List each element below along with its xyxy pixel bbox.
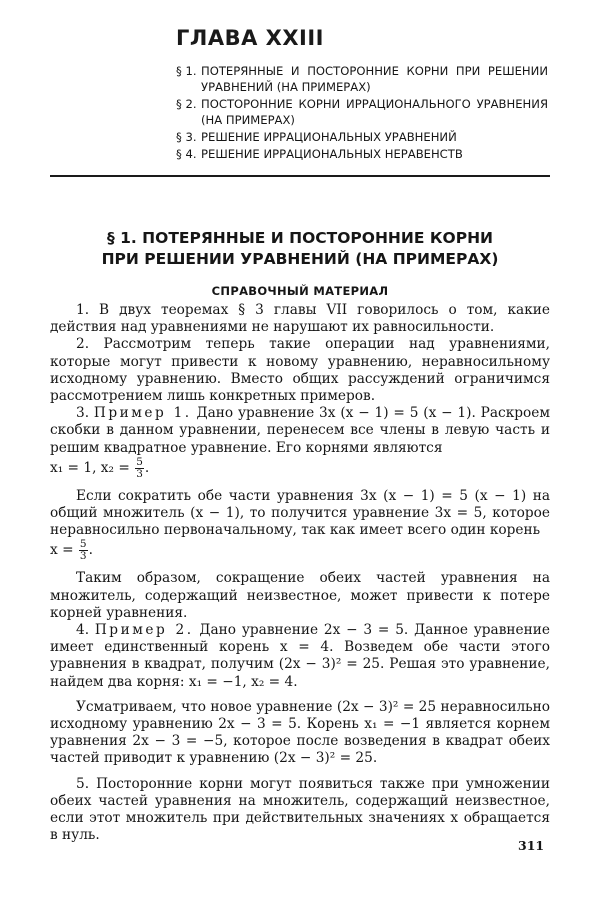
fraction-denominator: 3 [79,550,87,563]
body-text [50,302,550,844]
fraction-numerator: 5 [79,538,87,551]
toc-item-label: РЕШЕНИЕ ИРРАЦИОНАЛЬНЫХ НЕРАВЕНСТВ [201,147,463,161]
subheading: СПРАВОЧНЫЙ МАТЕРИАЛ [211,284,389,298]
example-label: Пример 2. [94,622,194,639]
roots-text: x₁ = 1, x₂ = [50,459,130,476]
roots-line: x₁ = 1, x₂ = $\frac{5}{3}$ . [50,455,150,480]
toc-item-label: ПОТЕРЯННЫЕ И ПОСТОРОННИЕ КОРНИ ПРИ РЕШЕНИИ УРАВНЕНИЙ (НА ПРИМЕРАХ) [201,64,548,94]
toc-item-number: § 2. [176,97,197,111]
paragraph-2: 2. Рассмотрим теперь такие операции над уравнениями, которые могут привести к новому уравнению, неравносильному исходному уравнению. Вместо общих рассуждений ограничимся рассмотрением лишь конкретных примеров. [50,336,550,405]
toc-item-label: ПОСТОРОННИЕ КОРНИ ИРРАЦИОНАЛЬНОГО УРАВНЕНИЯ (НА ПРИМЕРАХ) [201,97,548,127]
paragraph-1: 1. В двух теоремах § 3 главы VII говорилось о том, какие действия над уравнениями не нарушают их равносильности. [50,302,550,336]
table-of-contents [176,63,548,163]
toc-item [176,63,548,95]
toc-item [176,129,548,145]
single-root-text: x = [50,542,74,559]
paragraph-6-text: Дано уравнение 2x − 3 = 5. Данное уравнение имеет единственный корень x = 4. Возведем обе части этого уравнения в квадрат, получим (2x − 3)² = 25. Решая это уравнение, найдем два корня: x₁ = −1, x₂ = 4. [50,622,550,690]
toc-item-label: РЕШЕНИЕ ИРРАЦИОНАЛЬНЫХ УРАВНЕНИЙ [201,130,457,144]
fraction-five-thirds [79,539,88,562]
item-number: 3. [76,405,90,422]
paragraph-8: 5. Посторонние корни могут появиться также при умножении обеих частей уравнения на множитель, содержащий неизвестное, если этот множитель при действительных значениях x обращается в нуль. [50,775,550,844]
paragraph-6 [50,622,550,691]
section-title-line-2: ПРИ РЕШЕНИИ УРАВНЕНИЙ (НА ПРИМЕРАХ) [101,250,499,268]
divider-rule [50,175,550,177]
paragraph-3 [50,405,550,457]
toc-item-number: § 4. [176,147,197,161]
chapter-title: ГЛАВА XXIII [176,26,324,50]
page-number: 311 [518,838,545,853]
toc-item-number: § 3. [176,130,197,144]
toc-item [176,146,548,162]
paragraph-5: Таким образом, сокращение обеих частей уравнения на множитель, содержащий неизвестное, может привести к потере корней уравнения. [50,570,550,621]
section-title [50,228,550,270]
toc-item-number: § 1. [176,64,197,78]
single-root-line: x = $\frac{5}{3}$ . [50,538,93,563]
item-number: 4. [76,622,90,639]
section-title-line-1: § 1. ПОТЕРЯННЫЕ И ПОСТОРОННИЕ КОРНИ [106,229,494,247]
fraction-denominator: 3 [136,467,143,480]
paragraph-3-text: Дано уравнение 3x (x − 1) = 5 (x − 1). Раскроем скобки в данном уравнении, перенесем все члены в левую часть и решим квадратное уравнение. Его корнями являются [50,405,550,456]
toc-item [176,96,548,128]
paragraph-4-text: Если сократить обе части уравнения 3x (x − 1) = 5 (x − 1) на общий множитель (x − 1), то получится уравнение 3x = 5, которое неравносильно первоначальному, так как имеет всего один корень [50,487,550,539]
fraction-five-thirds [135,457,144,480]
example-label: Пример 1. [93,405,192,422]
fraction-numerator: 5 [136,455,143,468]
paragraph-7: Усматриваем, что новое уравнение (2x − 3)² = 25 неравносильно исходному уравнению 2x − 3 = 5. Корень x₁ = −1 является корнем уравнения 2x − 3 = −5, которое после возведения в квадрат обеих частей приводит к уравнению (2x − 3)² = 25. [50,698,550,767]
paragraph-4 [50,488,550,540]
